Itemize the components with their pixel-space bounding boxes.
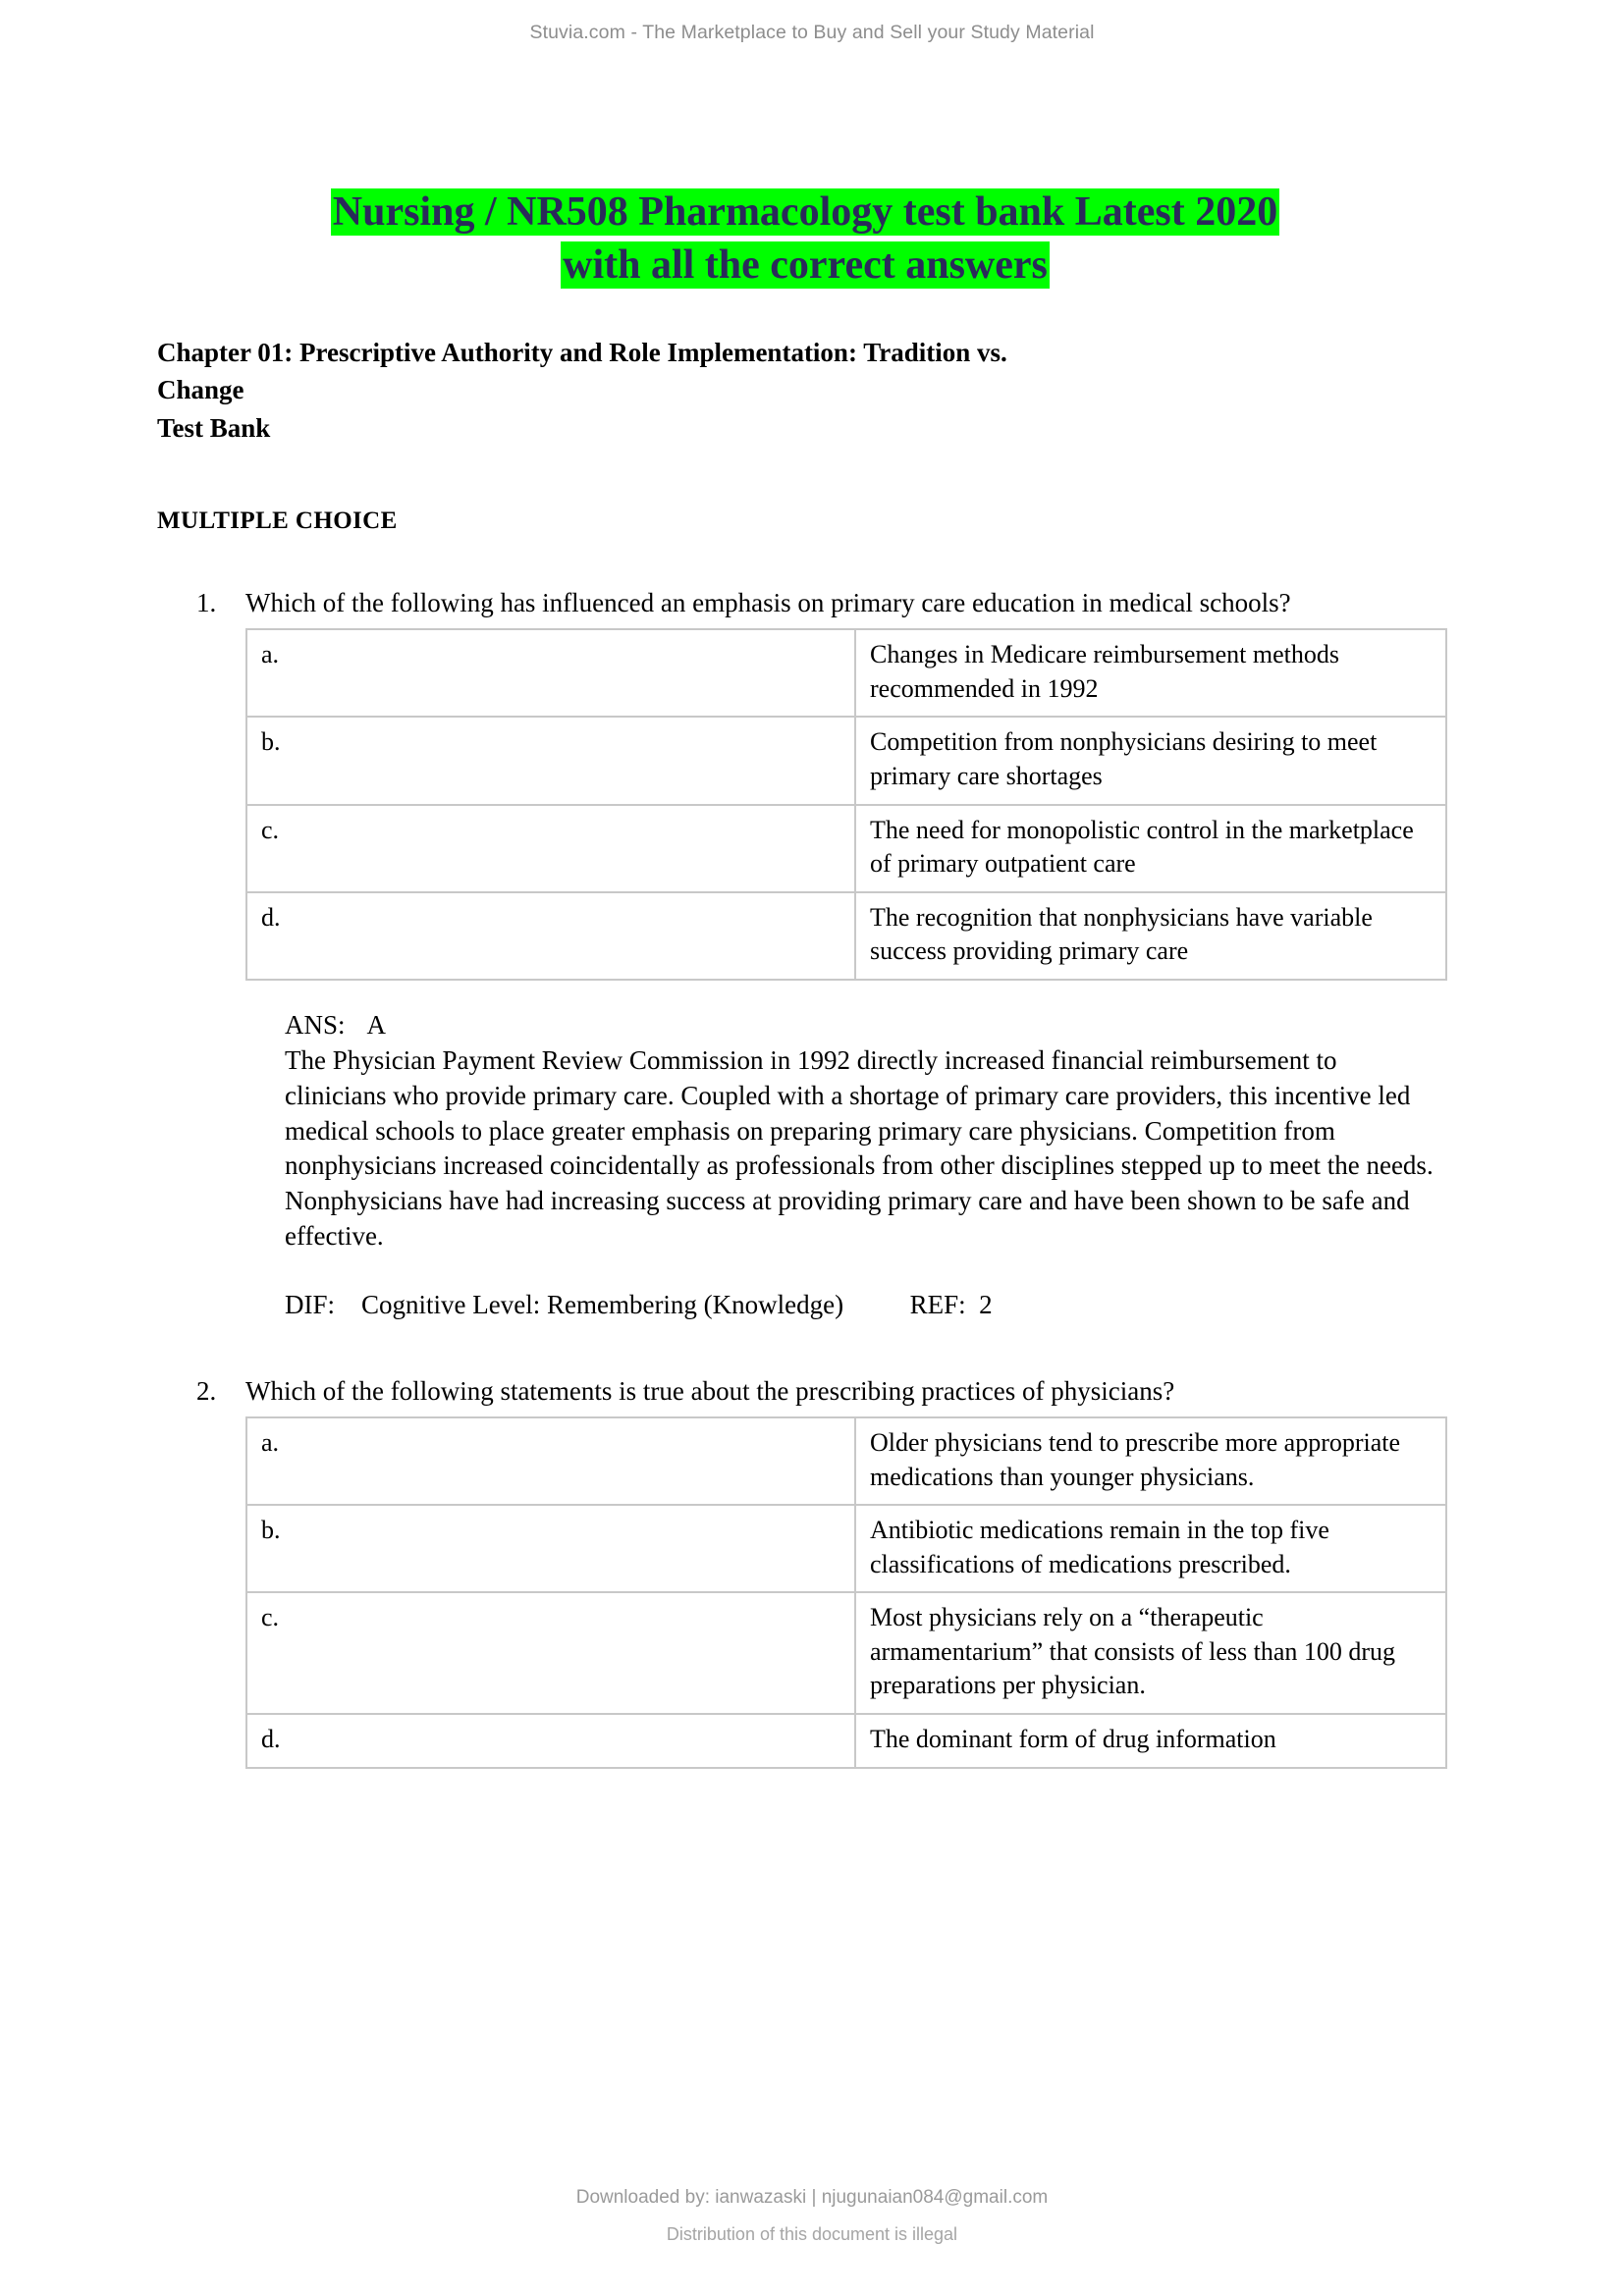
page-footer [0, 2187, 1624, 2245]
option-letter: d. [246, 892, 855, 980]
option-letter: b. [246, 717, 855, 804]
table-row[interactable] [246, 1714, 1446, 1768]
option-letter: c. [246, 805, 855, 892]
chapter-heading [157, 334, 1453, 448]
ref-label: REF: [909, 1290, 966, 1320]
table-row[interactable] [246, 1505, 1446, 1592]
table-row[interactable] [246, 717, 1446, 804]
question-number: 1. [196, 588, 217, 618]
option-letter: d. [246, 1714, 855, 1768]
question-item [157, 586, 1453, 1323]
option-letter: a. [246, 1417, 855, 1505]
table-row[interactable] [246, 1592, 1446, 1714]
answer-options-table [245, 628, 1447, 981]
document-title [157, 187, 1453, 293]
document-title-line-1: Nursing / NR508 Pharmacology test bank Latest 2020 [332, 189, 1278, 235]
table-row[interactable] [246, 892, 1446, 980]
question-list [157, 586, 1453, 1768]
option-text: The dominant form of drug information [855, 1714, 1446, 1768]
option-text: Changes in Medicare reimbursement methods recommended in 1992 [855, 629, 1446, 717]
section-label-multiple-choice: MULTIPLE CHOICE [157, 507, 398, 535]
dif-ref-line [285, 1288, 1453, 1323]
answer-label: ANS: [285, 1009, 346, 1040]
chapter-heading-line-3: Test Bank [157, 412, 271, 443]
document-title-line-2: with all the correct answers [563, 241, 1048, 288]
option-letter: b. [246, 1505, 855, 1592]
dif-value: Cognitive Level: Remembering (Knowledge) [361, 1290, 844, 1320]
answer-options-table [245, 1416, 1447, 1769]
table-row[interactable] [246, 629, 1446, 717]
question-text: Which of the following has influenced an emphasis on primary care education in medical schools? [245, 588, 1291, 618]
stuvia-header-watermark: Stuvia.com - The Marketplace to Buy and Sell your Study Material [529, 22, 1095, 43]
option-text: The need for monopolistic control in the marketplace of primary outpatient care [855, 805, 1446, 892]
answer-rationale: The Physician Payment Review Commission in 1992 directly increased financial reimbursement to clinicians who provide primary care. Coupled with a shortage of primary care providers, this incentive led medical schools to place greater emphasis on preparing primary care physicians. Competition from nonphysicians increased coincidentally as professionals from other disciplines stepped up to meet the needs. Nonphysicians have had increasing success at providing primary care and have been shown to be safe and effective. [285, 1044, 1434, 1252]
question-item [157, 1374, 1453, 1769]
option-letter: c. [246, 1592, 855, 1714]
dif-label: DIF: [285, 1290, 336, 1320]
table-row[interactable] [246, 805, 1446, 892]
option-text: Competition from nonphysicians desiring to meet primary care shortages [855, 717, 1446, 804]
option-text: Older physicians tend to prescribe more appropriate medications than younger physicians. [855, 1417, 1446, 1505]
option-text: Most physicians rely on a “therapeutic armamentarium” that consists of less than 100 drug preparations per physician. [855, 1592, 1446, 1714]
option-text: Antibiotic medications remain in the top five classifications of medications prescribed. [855, 1505, 1446, 1592]
answer-block [285, 1008, 1453, 1255]
answer-line [285, 1008, 1453, 1043]
footer-downloaded-by: Downloaded by: ianwazaski | njugunaian084@gmail.com [575, 2187, 1049, 2208]
question-text: Which of the following statements is true about the prescribing practices of physicians? [245, 1376, 1175, 1407]
option-text: The recognition that nonphysicians have variable success providing primary care [855, 892, 1446, 980]
document-content [157, 187, 1453, 1769]
answer-value: A [366, 1009, 387, 1040]
footer-distribution-notice: Distribution of this document is illegal [666, 2224, 958, 2244]
chapter-heading-line-2: Change [157, 375, 244, 405]
ref-value: 2 [979, 1290, 993, 1320]
chapter-heading-line-1: Chapter 01: Prescriptive Authority and Role Implementation: Tradition vs. [157, 337, 1007, 367]
option-letter: a. [246, 629, 855, 717]
table-row[interactable] [246, 1417, 1446, 1505]
question-number: 2. [196, 1376, 217, 1407]
